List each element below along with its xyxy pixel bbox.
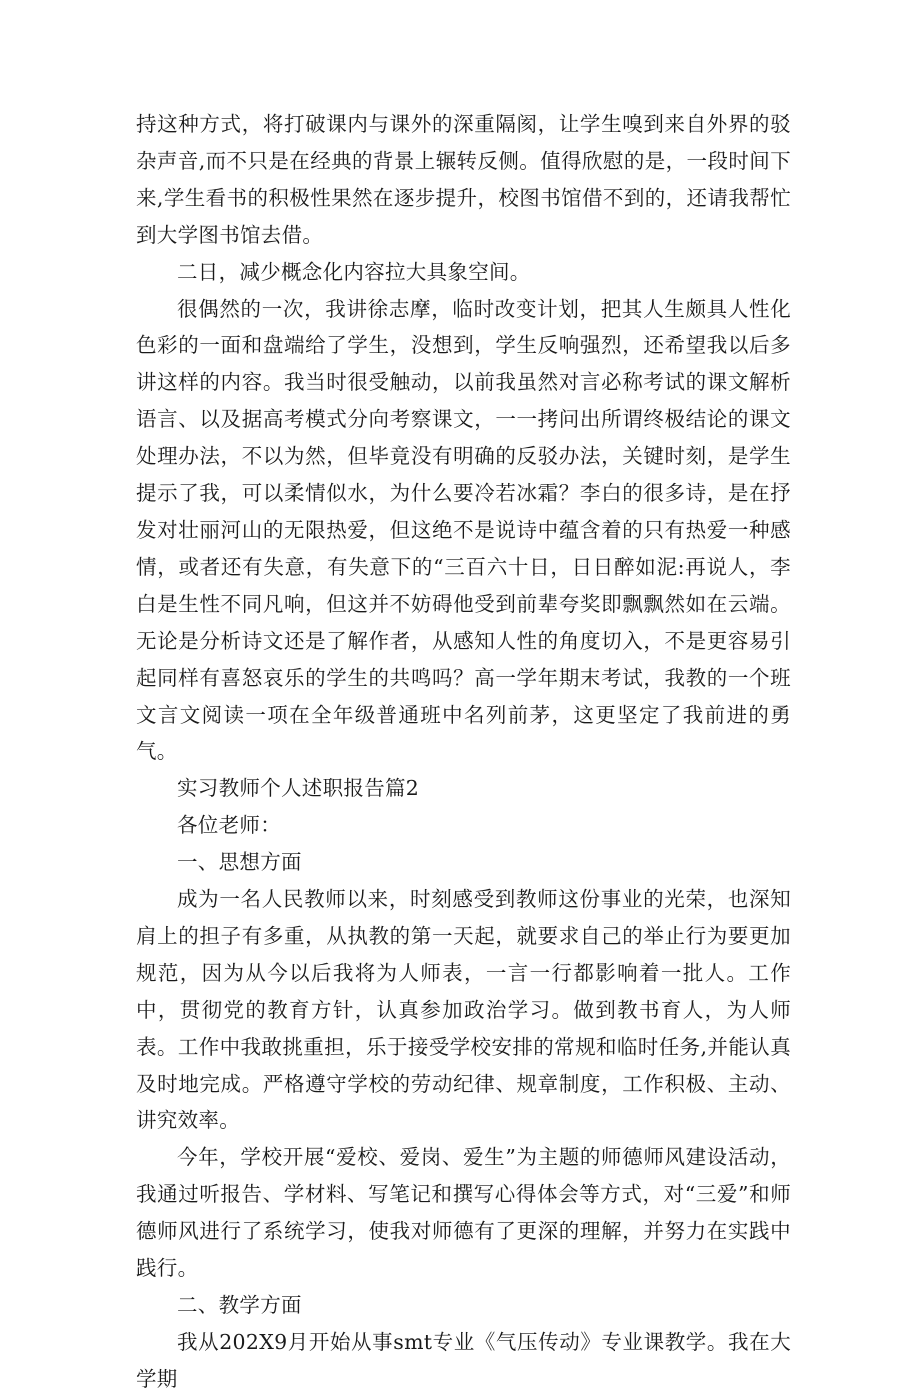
paragraph-teaching-start: 我从202X9月开始从事smt专业《气压传动》专业课教学。我在大学期 xyxy=(136,1329,791,1391)
paragraph-heading-reduce-concepts: 二日，减少概念化内容拉大具象空间。 xyxy=(177,259,531,284)
paragraph-continuation: 持这种方式，将打破课内与课外的深重隔阂，让学生嗅到来自外界的驳杂声音,而不只是在经典的背景上辗转反侧。值得欣慰的是，一段时间下来,学生看书的积极性果然在逐步提升，校图书馆借不到的，还请我帮忙到大学图书馆去借。 xyxy=(136,112,791,247)
heading-ideology: 一、思想方面 xyxy=(177,850,302,875)
paragraph-xu-zhimo: 很偶然的一次，我讲徐志摩，临时改变计划，把其人生颇具人性化色彩的一面和盘端给了学生，没想到，学生反响强烈，还希望我以后多讲这样的内容。我当时很受触动，以前我虽然对言必称考试的课文解析语言、以及据高考模式分向考察课文，一一拷问出所谓终极结论的课文处理办法，不以为然，但毕竟没有明确的反驳办法，关键时刻，是学生提示了我，可以柔情似水，为什么要冷若冰霜？李白的很多诗，是在抒发对壮丽河山的无限热爱，但这绝不是说诗中蕴含着的只有热爱一种感情，或者还有失意，有失意下的“三百六十日，日日醉如泥:再说人，李白是生性不同凡响，但这并不妨碍他受到前辈夸奖即飘飘然如在云端。无论是分析诗文还是了解作者，从感知人性的角度切入，不是更容易引起同样有喜怒哀乐的学生的共鸣吗？高一学年期末考试，我教的一个班文言文阅读一项在全年级普通班中名列前茅，这更坚定了我前进的勇气。 xyxy=(136,296,791,764)
document-body xyxy=(136,106,791,1398)
salutation: 各位老师： xyxy=(177,813,281,838)
paragraph-ethics-activity: 今年，学校开展“爱校、爱岗、爱生”为主题的师德师风建设活动，我通过听报告、学材料、写笔记和撰写心得体会等方式，对“三爱”和师德师风进行了系统学习，使我对师德有了更深的理解，并努力在实践中践行。 xyxy=(136,1145,791,1281)
heading-teaching: 二、教学方面 xyxy=(177,1293,302,1317)
section-title-report-2: 实习教师个人述职报告篇2 xyxy=(177,776,420,801)
paragraph-ideology: 成为一名人民教师以来，时刻感受到教师这份事业的光荣，也深知肩上的担子有多重，从执教的第一天起，就要求自己的举止行为要更加规范，因为从今以后我将为人师表，一言一行都影响着一批人。工作中，贯彻党的教育方针，认真参加政治学习。做到教书育人，为人师表。工作中我敢挑重担，乐于接受学校安排的常规和临时任务,并能认真及时地完成。严格遵守学校的劳动纪律、规章制度，工作积极、主动、讲究效率。 xyxy=(136,887,791,1133)
